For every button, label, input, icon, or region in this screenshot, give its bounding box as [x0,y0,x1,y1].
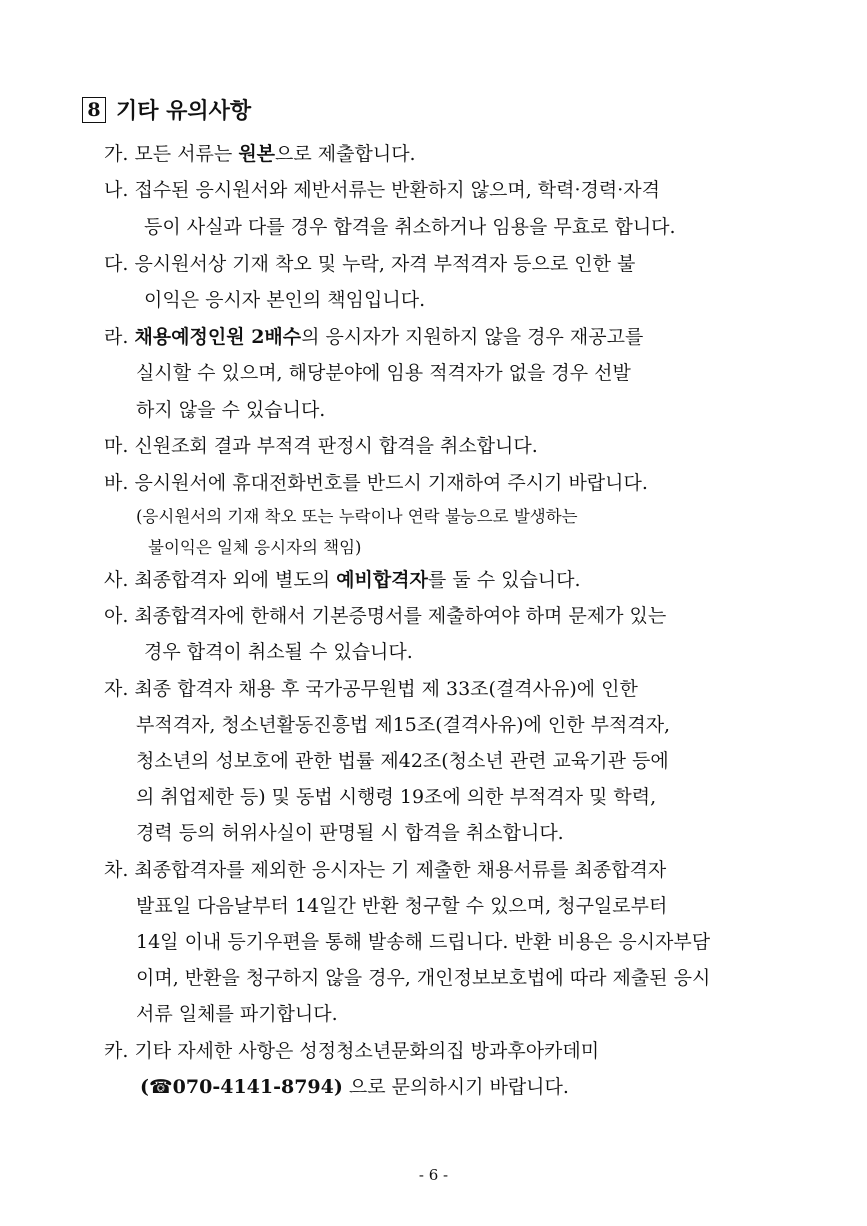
item-text: 최종 합격자 채용 후 국가공무원법 제 33조(결격사유)에 인한 [134,678,638,700]
item-na-line2: 등이 사실과 다를 경우 합격을 취소하거나 임용을 무효로 합니다. [144,216,676,238]
section-title: 기타 유의사항 [116,98,252,124]
item-bold-text: 원본 [238,143,276,165]
item-text: 최종합격자에 한해서 기본증명서를 제출하여야 하며 문제가 있는 [134,605,667,627]
item-bold-text: 채용예정인원 2배수 [134,326,302,348]
item-bold-text: 예비합격자 [336,569,428,591]
item-da-line2: 이익은 응시자 본인의 책임입니다. [144,289,426,311]
item-marker: 마. [104,435,129,457]
item-ja [104,676,638,702]
item-text: 신원조회 결과 부적격 판정시 합격을 취소합니다. [134,435,538,457]
item-da [104,251,635,277]
item-marker: 나. [104,179,129,201]
item-ba-note1: (응시원서의 기재 착오 또는 누락이나 연락 불능으로 발생하는 [136,507,578,526]
item-text: 으로 제출합니다. [275,143,416,165]
phone-paren-close: ) [333,1076,343,1098]
section-heading [82,94,251,125]
item-ja-line2: 부적격자, 청소년활동진흥법 제15조(결격사유)에 인한 부적격자, [136,714,671,736]
item-marker: 다. [104,253,129,275]
item-a [104,603,666,629]
item-cha-line5: 서류 일체를 파기합니다. [136,1003,338,1025]
item-text: 모든 서류는 [134,143,239,165]
section-number-box: 8 [82,97,106,123]
item-cha-line4: 이며, 반환을 청구하지 않을 경우, 개인정보보호법에 따라 제출된 응시 [136,967,711,989]
item-ra [104,324,643,350]
item-cha-line3: 14일 이내 등기우편을 통해 발송해 드립니다. 반환 비용은 응시자부담 [136,931,711,953]
item-marker: 사. [104,569,129,591]
item-ra-line2: 실시할 수 있으며, 해당분야에 임용 적격자가 없을 경우 선발 [136,362,631,384]
item-ra-line3: 하지 않을 수 있습니다. [136,399,326,421]
item-text: 접수된 응시원서와 제반서류는 반환하지 않으며, 학력·경력·자격 [134,179,660,201]
item-marker: 자. [104,678,129,700]
item-ja-line4: 의 취업제한 등) 및 동법 시행령 19조에 의한 부적격자 및 학력, [136,786,657,808]
item-text: 응시원서상 기재 착오 및 누락, 자격 부적격자 등으로 인한 불 [134,253,636,275]
item-ba [104,470,648,496]
item-marker: 차. [104,859,129,881]
item-text: 의 응시자가 지원하지 않을 경우 재공고를 [301,326,644,348]
item-text: 최종합격자를 제외한 응시자는 기 제출한 채용서류를 최종합격자 [134,859,667,881]
item-ja-line3: 청소년의 성보호에 관한 법률 제42조(청소년 관련 교육기관 등에 [136,750,669,772]
item-text: 기타 자세한 사항은 성정청소년문화의집 방과후아카데미 [134,1040,600,1062]
phone-paren-open: ( [140,1076,149,1098]
page-number: - 6 - [418,1166,449,1184]
item-marker: 카. [104,1040,129,1062]
phone-number: 070-4141-8794 [172,1076,334,1098]
item-text: 응시원서에 휴대전화번호를 반드시 기재하여 주시기 바랍니다. [134,472,648,494]
item-na [104,177,660,203]
item-a-line2: 경우 합격이 취소될 수 있습니다. [144,641,413,663]
item-ja-line5: 경력 등의 허위사실이 판명될 시 합격을 취소합니다. [136,822,564,844]
item-sa [104,567,581,593]
item-ba-note2: 불이익은 일체 응시자의 책임) [148,538,362,557]
item-text: 를 둘 수 있습니다. [427,569,581,591]
item-marker: 아. [104,605,129,627]
item-ka [104,1038,599,1064]
item-text: 으로 문의하시기 바랍니다. [342,1076,569,1098]
item-ma [104,433,538,459]
phone-icon: ☎ [149,1076,173,1098]
item-marker: 가. [104,143,129,165]
item-cha [104,857,666,883]
item-text: 최종합격자 외에 별도의 [134,569,337,591]
item-marker: 라. [104,326,129,348]
item-marker: 바. [104,472,129,494]
item-cha-line2: 발표일 다음날부터 14일간 반환 청구할 수 있으며, 청구일로부터 [136,895,668,917]
item-ka-line2 [140,1074,569,1100]
item-ga [104,141,416,167]
